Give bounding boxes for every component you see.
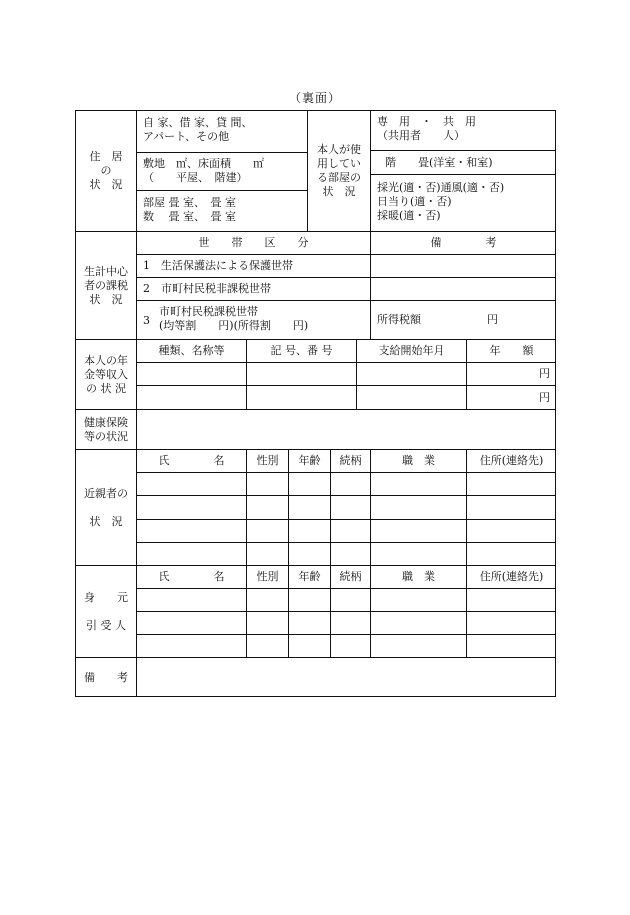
relatives-row-2-age[interactable] (288, 495, 330, 518)
relatives-row-4-age[interactable] (288, 542, 330, 565)
guarantor-row-3-name[interactable] (136, 634, 246, 657)
relatives-label: 近親者の 状 況 (75, 449, 136, 565)
relatives-row-4-occupation[interactable] (370, 542, 466, 565)
housing-rooms-cell[interactable]: 部屋 畳 室、 畳 室 数 畳 室、 畳 室 (136, 190, 307, 231)
pension-row-2-annual[interactable]: 円 (466, 385, 556, 409)
relatives-row-1-gender[interactable] (246, 472, 288, 495)
relatives-row-1-occupation[interactable] (370, 472, 466, 495)
insurance-label: 健康保険 等の状況 (75, 409, 136, 449)
tax-row-1[interactable]: 1 生活保護法による保護世帯 (136, 254, 370, 277)
housing-label: 住 居 の 状 況 (75, 110, 136, 231)
guarantor-row-3-relation[interactable] (330, 634, 370, 657)
guarantor-header-age: 年齢 (288, 565, 330, 588)
relatives-row-2-gender[interactable] (246, 495, 288, 518)
relatives-header-name: 氏 名 (136, 449, 246, 472)
guarantor-row-1-address[interactable] (466, 588, 556, 611)
welfare-form (75, 110, 556, 697)
relatives-row-1-name[interactable] (136, 472, 246, 495)
housing-area-cell[interactable]: 敷地 ㎡、床面積 ㎡ （ 平屋、 階建） (136, 152, 307, 190)
relatives-row-1-age[interactable] (288, 472, 330, 495)
guarantor-label: 身 元 引 受 人 (75, 565, 136, 657)
guarantor-header-gender: 性別 (246, 565, 288, 588)
insurance-cell[interactable] (136, 409, 556, 449)
relatives-row-2-address[interactable] (466, 495, 556, 518)
relatives-row-2-relation[interactable] (330, 495, 370, 518)
pension-row-1-start[interactable] (356, 362, 466, 385)
guarantor-row-2-age[interactable] (288, 611, 330, 634)
relatives-row-3-gender[interactable] (246, 519, 288, 542)
room-floor-cell[interactable]: 階 畳(洋室・和室) (370, 150, 556, 174)
tax-note-header: 備 考 (370, 231, 556, 254)
guarantor-row-3-address[interactable] (466, 634, 556, 657)
remarks-cell[interactable] (136, 657, 556, 697)
relatives-row-3-address[interactable] (466, 519, 556, 542)
tax-label: 生計中心 者の課税 状 況 (75, 231, 136, 339)
pension-header-type: 種類、名称等 (136, 339, 246, 362)
relatives-row-4-address[interactable] (466, 542, 556, 565)
relatives-row-3-occupation[interactable] (370, 519, 466, 542)
relatives-row-2-name[interactable] (136, 495, 246, 518)
guarantor-row-3-age[interactable] (288, 634, 330, 657)
tax-row-1-note[interactable] (370, 254, 556, 277)
guarantor-row-2-relation[interactable] (330, 611, 370, 634)
guarantor-row-1-name[interactable] (136, 588, 246, 611)
guarantor-row-1-occupation[interactable] (370, 588, 466, 611)
relatives-row-4-name[interactable] (136, 542, 246, 565)
tax-class-header: 世 帯 区 分 (136, 231, 370, 254)
relatives-header-age: 年齢 (288, 449, 330, 472)
guarantor-row-1-age[interactable] (288, 588, 330, 611)
pension-row-2-type[interactable] (136, 385, 246, 409)
guarantor-header-relation: 続柄 (330, 565, 370, 588)
guarantor-header-name: 氏 名 (136, 565, 246, 588)
relatives-header-address: 住所(連絡先) (466, 449, 556, 472)
housing-type-cell[interactable]: 自 家、借 家、貸 間、 アパート、その他 (136, 110, 307, 152)
relatives-header-gender: 性別 (246, 449, 288, 472)
pension-row-2-number[interactable] (246, 385, 356, 409)
pension-label: 本人の年 金等収入 の 状 況 (75, 339, 136, 409)
pension-row-1-number[interactable] (246, 362, 356, 385)
guarantor-header-occupation: 職 業 (370, 565, 466, 588)
tax-row-3-number: 3 (143, 314, 150, 327)
guarantor-row-2-name[interactable] (136, 611, 246, 634)
pension-row-1-annual[interactable]: 円 (466, 362, 556, 385)
relatives-row-4-relation[interactable] (330, 542, 370, 565)
relatives-header-occupation: 職 業 (370, 449, 466, 472)
tax-row-3[interactable] (136, 300, 370, 339)
guarantor-row-2-occupation[interactable] (370, 611, 466, 634)
relatives-row-4-gender[interactable] (246, 542, 288, 565)
room-usage-cell[interactable]: 専 用 ・ 共 用 （共用者 人） (370, 110, 556, 150)
relatives-row-3-name[interactable] (136, 519, 246, 542)
guarantor-row-3-gender[interactable] (246, 634, 288, 657)
guarantor-row-1-gender[interactable] (246, 588, 288, 611)
relatives-row-1-address[interactable] (466, 472, 556, 495)
own-room-label: 本人が使 用してい る部屋の 状 況 (307, 110, 370, 231)
pension-header-start: 支給開始年月 (356, 339, 466, 362)
relatives-header-relation: 続柄 (330, 449, 370, 472)
guarantor-row-1-relation[interactable] (330, 588, 370, 611)
relatives-row-3-age[interactable] (288, 519, 330, 542)
guarantor-row-2-gender[interactable] (246, 611, 288, 634)
tax-row-3-text: 市町村民税課税世帯 (均等割 円)(所得割 円) (159, 305, 309, 332)
room-conditions-cell[interactable]: 採光(適・否)通風(適・否) 日当り(適・否) 採暖(適・否) (370, 174, 556, 231)
relatives-row-3-relation[interactable] (330, 519, 370, 542)
pension-row-1-type[interactable] (136, 362, 246, 385)
pension-header-annual: 年 額 (466, 339, 556, 362)
pension-row-2-start[interactable] (356, 385, 466, 409)
guarantor-row-3-occupation[interactable] (370, 634, 466, 657)
guarantor-header-address: 住所(連絡先) (466, 565, 556, 588)
relatives-row-2-occupation[interactable] (370, 495, 466, 518)
guarantor-row-2-address[interactable] (466, 611, 556, 634)
remarks-label: 備 考 (75, 657, 136, 697)
pension-header-number: 記 号、番 号 (246, 339, 356, 362)
tax-row-2[interactable]: 2 市町村民税非課税世帯 (136, 277, 370, 300)
tax-row-2-note[interactable] (370, 277, 556, 300)
income-tax-cell[interactable]: 所得税額 円 (370, 300, 556, 339)
page-title: （裏面） (288, 91, 341, 105)
relatives-row-1-relation[interactable] (330, 472, 370, 495)
